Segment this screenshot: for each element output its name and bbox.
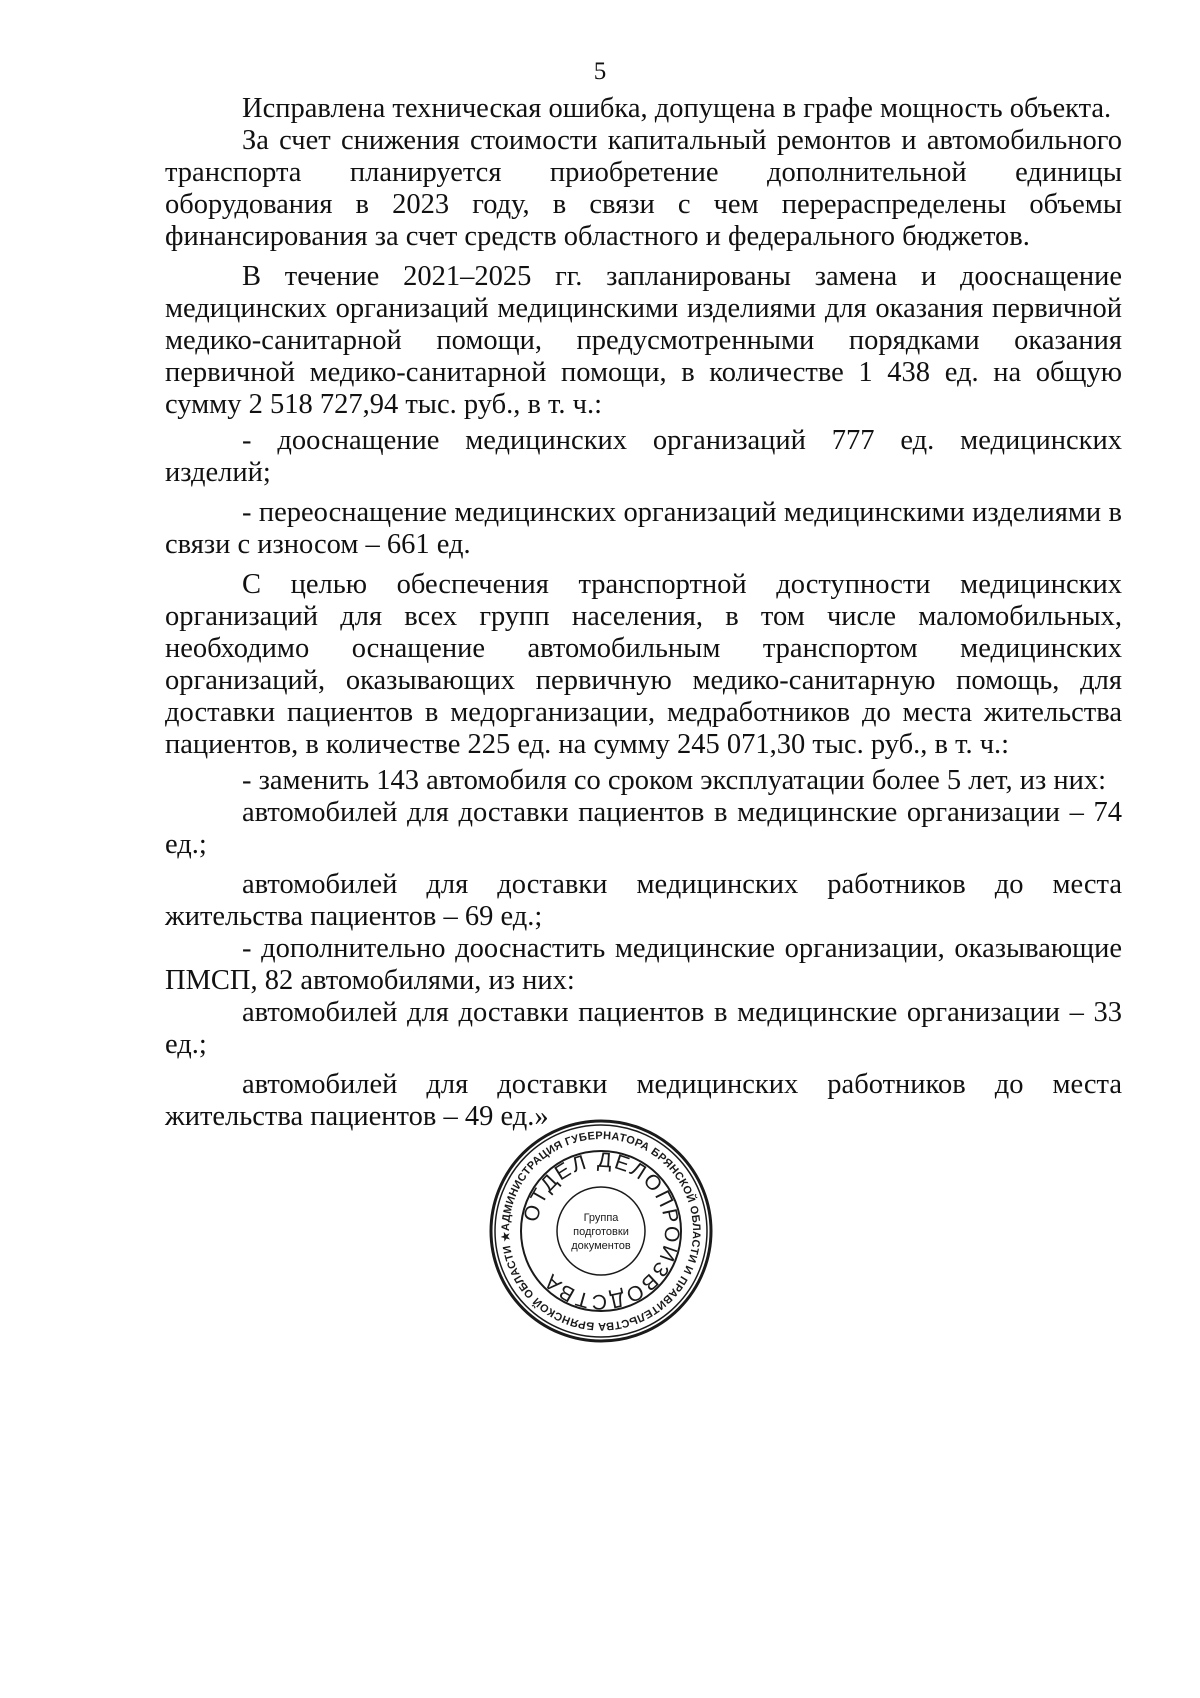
list-item-reequipment: - переоснащение медицинских организаций медицинскими изделиями в связи с износом – 661 ед. (165, 497, 1122, 560)
paragraph-cost-reduction: За счет снижения стоимости капитальный ремонтов и автомобильного транспорта планируется приобретение дополнительной единицы оборудования в 2023 году, в связи с чем перераспределены объемы финансирования за счет средств областного и федерального бюджетов. (165, 125, 1122, 252)
seal-outer-text: АДМИНИСТРАЦИЯ ГУБЕРНАТОРА БРЯНСКОЙ ОБЛАСТИ И ПРАВИТЕЛЬСТВА БРЯНСКОЙ ОБЛАСТИ ★ (499, 1129, 703, 1333)
seal-center-line-1: Группа (583, 1212, 619, 1224)
list-item-staff-vehicles-additional: автомобилей для доставки медицинских работников до места жительства пациентов – 49 ед.» (165, 1069, 1122, 1132)
list-item-additional-equipment: - дооснащение медицинских организаций 777 ед. медицинских изделий; (165, 425, 1122, 488)
office-seal-stamp (487, 1117, 715, 1345)
document-body (165, 93, 1122, 1133)
seal-center-line-2: подготовки (573, 1226, 629, 1238)
list-item-patient-vehicles-replace: автомобилей для доставки пациентов в медицинские организации – 74 ед.; (165, 797, 1122, 860)
seal-center-line-3: документов (571, 1240, 631, 1252)
paragraph-transport-plan: С целью обеспечения транспортной доступности медицинских организаций для всех групп населения, в том числе маломобильных, необходимо оснащение автомобильным транспортом медицинских организаций, оказывающих первичную медико-санитарную помощь, для доставки пациентов в медорганизации, медработников до места жительства пациентов, в количестве 225 ед. на сумму 245 071,30 тыс. руб., в т. ч.: (165, 569, 1122, 760)
list-item-replace-vehicles: - заменить 143 автомобиля со сроком эксплуатации более 5 лет, из них: (242, 765, 1107, 796)
list-item-additional-vehicles: - дополнительно дооснастить медицинские организации, оказывающие ПМСП, 82 автомобилями, из них: (165, 933, 1122, 996)
paragraph-correction: Исправлена техническая ошибка, допущена в графе мощность объекта. (242, 93, 1112, 124)
seal-inner-text: ОТДЕЛ ДЕЛОПРОИЗВОДСТВА (519, 1148, 684, 1314)
paragraph-equipment-plan: В течение 2021–2025 гг. запланированы замена и дооснащение медицинских организаций медицинскими изделиями для оказания первичной медико-санитарной помощи, предусмотренными порядками оказания первичной медико-санитарной помощи, в количестве 1 438 ед. на общую сумму 2 518 727,94 тыс. руб., в т. ч.: (165, 261, 1122, 420)
list-item-staff-vehicles-replace: автомобилей для доставки медицинских работников до места жительства пациентов – 69 ед.; (165, 869, 1122, 932)
list-item-patient-vehicles-additional: автомобилей для доставки пациентов в медицинские организации – 33 ед.; (165, 997, 1122, 1060)
seal-graphic (487, 1117, 715, 1345)
page-number: 5 (593, 58, 607, 85)
